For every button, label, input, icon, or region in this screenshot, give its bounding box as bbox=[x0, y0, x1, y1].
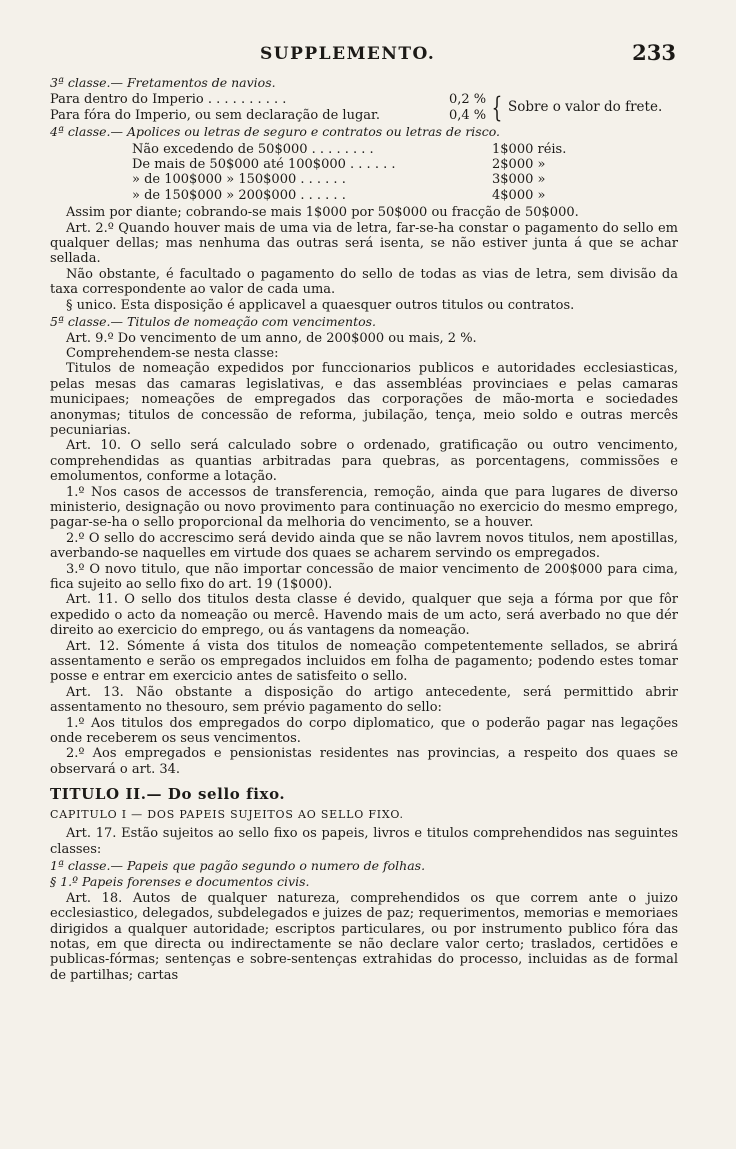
article-9-c: Titulos de nomeação expedidos por funccionarios publicos e autoridades ecclesiasticas, pelas mesas das camaras legislativas, e das assembléas provinciaes e pelas camaras municipaes; nomeações de empregados das corporações de mão-morta e sociedades anonymas; titulos de concessão de reforma, jubilação, tença, meio soldo e outras mercês pecuniarias. bbox=[50, 361, 678, 438]
class4-row-label: De mais de 50$000 até 100$000 . . . . . . bbox=[132, 157, 396, 173]
article-10: Art. 10. O sello será calculado sobre o ordenado, gratificação ou outro vencimento, comprehendidas as quantias arbitradas para quebras, as porcentagens, commissões e emolumentos, conforme a lotação. bbox=[50, 438, 678, 485]
freight-rate-foreign: 0,4 % bbox=[449, 107, 487, 123]
article-13: Art. 13. Não obstante a disposição do artigo antecedente, será permittido abrir assentamento no thesouro, sem prévio pagamento do sello: bbox=[50, 684, 678, 716]
class4-row-value: 4$000 » bbox=[492, 187, 546, 203]
page-number: 233 bbox=[632, 40, 676, 65]
article-13-1: 1.º Aos titulos dos empregados do corpo diplomatico, que o poderão pagar nas legações onde receberem os seus vencimentos. bbox=[50, 715, 678, 747]
freight-rates bbox=[50, 92, 678, 123]
class3-heading: 3ª classe.— Fretamentos de navios. bbox=[50, 75, 276, 90]
class4-row bbox=[132, 188, 572, 203]
class4-row-label: » de 150$000 » 200$000 . . . . . . bbox=[132, 187, 346, 203]
class4-row bbox=[132, 142, 572, 157]
article-12: Art. 12. Sómente á vista dos titulos de nomeação competentemente sellados, se abrirá assentamento e serão os empregados incluidos em folha de pagamento; podendo estes tomar posse e entrar em exercicio antes de satisfeito o sello. bbox=[50, 638, 678, 685]
freight-line-foreign: Para fóra do Imperio, ou sem declaração de lugar. bbox=[50, 107, 380, 123]
article-2-b: Não obstante, é facultado o pagamento do sello de todas as vias de letra, sem divisão da taxa correspondente ao valor de cada uma. bbox=[50, 266, 678, 298]
article-9: Art. 9.º Do vencimento de um anno, de 200$000 ou mais, 2 %. bbox=[66, 330, 477, 346]
article-13-2: 2.º Aos empregados e pensionistas residentes nas provincias, a respeito dos quaes se observará o art. 34. bbox=[50, 746, 678, 777]
article-11: Art. 11. O sello dos titulos desta classe é devido, qualquer que seja a fórma por que fôr expedido o acto da nomeação ou mercê. Havendo mais de um acto, será averbado no que dér direito ao exercicio do emprego, ou ás vantagens da nomeação. bbox=[50, 592, 678, 639]
class4-row-value: 2$000 » bbox=[492, 157, 546, 173]
running-title: SUPPLEMENTO. bbox=[260, 44, 436, 64]
capitulo-heading: CAPITULO I — DOS PAPEIS SUJEITOS AO SELLO FIXO. bbox=[50, 807, 404, 821]
article-2-unico: § unico. Esta disposição é applicavel a quaesquer outros titulos ou contratos. bbox=[66, 297, 575, 313]
class5-heading: 5ª classe.— Titulos de nomeação com vencimentos. bbox=[50, 314, 377, 330]
section1-heading: § 1.º Papeis forenses e documentos civis. bbox=[50, 874, 310, 890]
class4-row bbox=[132, 157, 572, 172]
freight-rate-domestic: 0,2 % bbox=[449, 92, 487, 108]
class4-row-value: 1$000 réis. bbox=[492, 141, 567, 157]
page-body bbox=[50, 74, 678, 983]
class4-row-label: Não excedendo de 50$000 . . . . . . . . bbox=[132, 141, 374, 157]
article-10-2: 2.º O sello do accrescimo será devido ainda que se não lavrem novos titulos, nem apostillas, averbando-se naquelles em virtude dos quaes se acharem servindo os empregados. bbox=[50, 530, 678, 562]
class4-after: Assim por diante; cobrando-se mais 1$000 por 50$000 ou fracção de 50$000. bbox=[66, 205, 579, 221]
brace-icon: { bbox=[491, 90, 503, 124]
class4-row-value: 3$000 » bbox=[492, 172, 546, 188]
class4-table bbox=[132, 142, 572, 204]
class4-row-label: » de 100$000 » 150$000 . . . . . . bbox=[132, 172, 346, 188]
class4-row bbox=[132, 172, 572, 187]
class4-heading: 4ª classe.— Apolices ou letras de seguro e contratos ou letras de risco. bbox=[50, 124, 500, 140]
article-10-3: 3.º O novo titulo, que não importar concessão de maior vencimento de 200$000 para cima, fica sujeito ao sello fixo do art. 19 (1$000). bbox=[50, 561, 678, 592]
article-17: Art. 17. Estão sujeitos ao sello fixo os papeis, livros e titulos comprehendidos nas seguintes classes: bbox=[50, 826, 678, 857]
article-2: Art. 2.º Quando houver mais de uma via de letra, far-se-ha constar o pagamento do sello em qualquer dellas; mas nenhuma das outras será isenta, se não estiver junta á que se achar sellada. bbox=[50, 220, 678, 267]
freight-line-domestic: Para dentro do Imperio . . . . . . . . . . bbox=[50, 92, 287, 108]
titulo-heading: TITULO II.— Do sello fixo. bbox=[50, 785, 286, 804]
article-9-b: Comprehendem-se nesta classe: bbox=[66, 345, 279, 361]
freight-note: Sobre o valor do frete. bbox=[508, 99, 663, 116]
article-18: Art. 18. Autos de qualquer natureza, comprehendidos os que correm ante o juizo ecclesiastico, delegados, subdelegados e juizes de paz; requerimentos, memorias e memoriaes dirigidos a qualquer autoridade; escriptos particulares, ou por instrumento publico fóra das notas, em que directa ou indirectamente se não declare valor certo; traslados, certidões e publicas-fórmas; sentenças e sobre-sentenças extrahidas do processo, incluidas as de formal de partilhas; cartas bbox=[50, 890, 678, 983]
article-10-1: 1.º Nos casos de accessos de transferencia, remoção, ainda que para lugares de diverso ministerio, designação ou novo provimento para continuação no exercicio do mesmo emprego, pagar-se-ha o sello proporcional da melhoria do vencimento, se a houver. bbox=[50, 484, 678, 531]
page-header bbox=[0, 40, 736, 70]
class1-heading: 1ª classe.— Papeis que pagão segundo o numero de folhas. bbox=[50, 857, 426, 873]
